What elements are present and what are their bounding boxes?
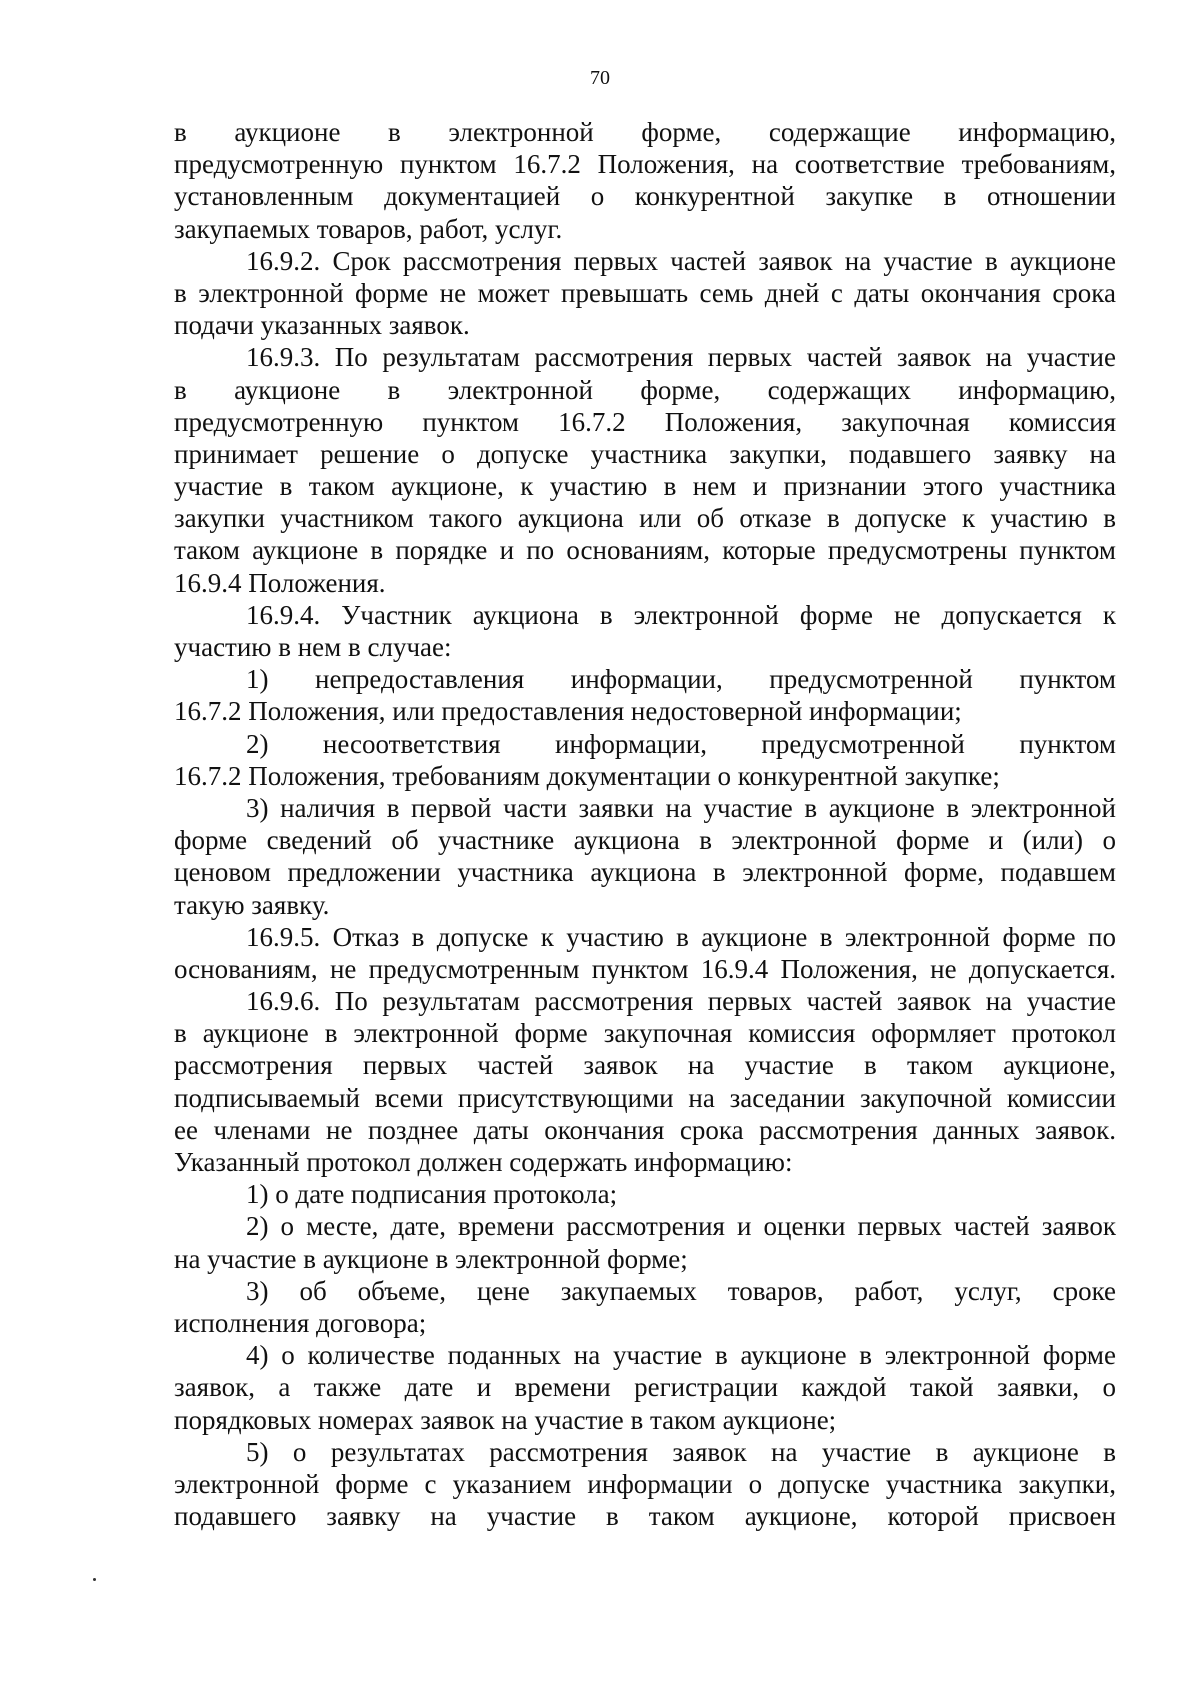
document-body — [174, 116, 1116, 1532]
text-line: установленным документацией о конкурентной закупке в отношении — [174, 181, 1116, 212]
text-line: 16.7.2 Положения, требованиям документации о конкурентной закупке; — [174, 760, 1000, 791]
text-line: в аукционе в электронной форме закупочная комиссия оформляет протокол — [174, 1018, 1116, 1049]
text-line: участие в таком аукционе, к участию в нем и признании этого участника — [174, 471, 1116, 502]
text-line: на участие в аукционе в электронной форме; — [174, 1243, 688, 1274]
text-line: подавшего заявку на участие в таком аукционе, которой присвоен — [174, 1501, 1116, 1532]
text-line: форме сведений об участнике аукциона в электронной форме и (или) о — [174, 825, 1116, 856]
text-line: закупки участником такого аукциона или об отказе в допуске к участию в — [174, 503, 1116, 534]
text-line: электронной форме с указанием информации о допуске участника закупки, — [174, 1468, 1116, 1499]
text-line: в аукционе в электронной форме, содержащие информацию, — [174, 117, 1116, 147]
page-number: 70 — [590, 67, 610, 89]
text-line: 3) наличия в первой части заявки на участие в аукционе в электронной — [246, 792, 1116, 823]
text-line: 3) об объеме, цене закупаемых товаров, работ, услуг, сроке — [246, 1275, 1116, 1306]
text-line: 16.9.4 Положения. — [174, 567, 386, 598]
text-line: в аукционе в электронной форме, содержащих информацию, — [174, 374, 1116, 405]
text-line: 16.9.6. По результатам рассмотрения первых частей заявок на участие — [246, 986, 1116, 1017]
text-line: порядковых номерах заявок на участие в таком аукционе; — [174, 1404, 837, 1435]
text-line: таком аукционе в порядке и по основаниям, которые предусмотрены пунктом — [174, 535, 1116, 566]
text-line: в электронной форме не может превышать семь дней с даты окончания срока — [174, 277, 1116, 308]
text-line: 2) о месте, дате, времени рассмотрения и оценки первых частей заявок — [246, 1211, 1116, 1242]
scan-speck — [93, 1578, 96, 1581]
text-line: такую заявку. — [174, 889, 330, 920]
text-line: 4) о количестве поданных на участие в аукционе в электронной форме — [246, 1340, 1116, 1371]
text-line: 16.9.2. Срок рассмотрения первых частей заявок на участие в аукционе — [246, 245, 1116, 276]
text-line: основаниям, не предусмотренным пунктом 16.9.4 Положения, не допускается. — [174, 953, 1116, 984]
text-line: заявок, а также дате и времени регистрации каждой такой заявки, о — [174, 1372, 1116, 1403]
text-line: принимает решение о допуске участника закупки, подавшего заявку на — [174, 438, 1116, 469]
text-line: 1) непредоставления информации, предусмотренной пунктом — [246, 664, 1116, 695]
text-line: предусмотренную пунктом 16.7.2 Положения, на соответствие требованиям, — [174, 149, 1116, 180]
text-line: подачи указанных заявок. — [174, 310, 470, 341]
text-line: ее членами не позднее даты окончания срока рассмотрения данных заявок. — [174, 1114, 1116, 1145]
text-line: 16.7.2 Положения, или предоставления недостоверной информации; — [174, 696, 962, 727]
text-line: 16.9.4. Участник аукциона в электронной форме не допускается к — [246, 599, 1116, 630]
text-line: закупаемых товаров, работ, услуг. — [174, 213, 563, 244]
text-line: подписываемый всеми присутствующими на заседании закупочной комиссии — [174, 1082, 1116, 1113]
text-line: 2) несоответствия информации, предусмотренной пунктом — [246, 728, 1116, 759]
text-line: 5) о результатах рассмотрения заявок на участие в аукционе в — [246, 1436, 1116, 1467]
text-line: ценовом предложении участника аукциона в электронной форме, подавшем — [174, 857, 1116, 888]
text-line: 1) о дате подписания протокола; — [246, 1179, 618, 1210]
text-line: Указанный протокол должен содержать информацию: — [174, 1147, 793, 1177]
text-line: участию в нем в случае: — [174, 632, 452, 662]
text-line: 16.9.5. Отказ в допуске к участию в аукционе в электронной форме по — [246, 921, 1116, 952]
text-line: исполнения договора; — [174, 1307, 427, 1338]
text-line: 16.9.3. По результатам рассмотрения первых частей заявок на участие — [246, 342, 1116, 373]
text-line: рассмотрения первых частей заявок на участие в таком аукционе, — [174, 1050, 1116, 1081]
text-line: предусмотренную пунктом 16.7.2 Положения, закупочная комиссия — [174, 406, 1116, 437]
